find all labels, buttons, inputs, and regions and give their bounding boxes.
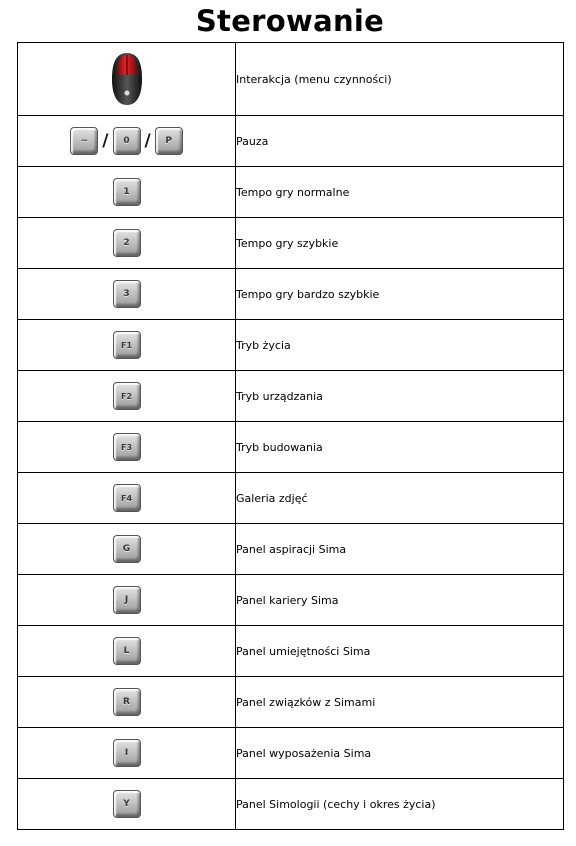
- key-cell: [18, 320, 236, 371]
- table-row: [18, 269, 564, 320]
- keycap-0: 0: [113, 127, 141, 155]
- keycap-j: J: [113, 586, 141, 614]
- table-row: [18, 116, 564, 167]
- table-row: [18, 167, 564, 218]
- keycap-i: I: [113, 739, 141, 767]
- keycap-2: 2: [113, 229, 141, 257]
- key-cell: [18, 43, 236, 116]
- table-row: [18, 218, 564, 269]
- keycap-l: L: [113, 637, 141, 665]
- key-cell: [18, 626, 236, 677]
- action-label: Pauza: [236, 116, 564, 167]
- table-row: [18, 371, 564, 422]
- table-row: [18, 779, 564, 830]
- keycap-f3: F3: [113, 433, 141, 461]
- key-cell: [18, 473, 236, 524]
- table-row: [18, 473, 564, 524]
- table-row: [18, 626, 564, 677]
- action-label: Panel związków z Simami: [236, 677, 564, 728]
- key-cell: [18, 116, 236, 167]
- action-label: Panel aspiracji Sima: [236, 524, 564, 575]
- key-cell: [18, 677, 236, 728]
- table-row: [18, 677, 564, 728]
- key-separator: /: [144, 131, 151, 151]
- keycap-f1: F1: [113, 331, 141, 359]
- action-label: Tryb życia: [236, 320, 564, 371]
- controls-table: [17, 42, 564, 830]
- key-cell: [18, 269, 236, 320]
- key-cell: [18, 167, 236, 218]
- keycap-f2: F2: [113, 382, 141, 410]
- key-separator: /: [102, 131, 109, 151]
- key-cell: [18, 422, 236, 473]
- table-row: [18, 422, 564, 473]
- keycap-g: G: [113, 535, 141, 563]
- action-label: Tryb budowania: [236, 422, 564, 473]
- action-label: Galeria zdjęć: [236, 473, 564, 524]
- table-row: [18, 43, 564, 116]
- key-cell: [18, 371, 236, 422]
- key-cell: [18, 218, 236, 269]
- action-label: Tempo gry szybkie: [236, 218, 564, 269]
- keycap-r: R: [113, 688, 141, 716]
- keycap-y: Y: [113, 790, 141, 818]
- keycap-tilde: ~: [70, 127, 98, 155]
- table-row: [18, 320, 564, 371]
- action-label: Interakcja (menu czynności): [236, 43, 564, 116]
- key-cell: [18, 779, 236, 830]
- action-label: Tryb urządzania: [236, 371, 564, 422]
- keycap-3: 3: [113, 280, 141, 308]
- action-label: Tempo gry normalne: [236, 167, 564, 218]
- key-cell: [18, 524, 236, 575]
- action-label: Panel Simologii (cechy i okres życia): [236, 779, 564, 830]
- key-cell: [18, 728, 236, 779]
- table-row: [18, 728, 564, 779]
- table-row: [18, 524, 564, 575]
- action-label: Panel wyposażenia Sima: [236, 728, 564, 779]
- page-title: Sterowanie: [195, 4, 385, 38]
- action-label: Panel umiejętności Sima: [236, 626, 564, 677]
- action-label: Tempo gry bardzo szybkie: [236, 269, 564, 320]
- mouse-icon: [109, 51, 145, 107]
- keycap-p: P: [155, 127, 183, 155]
- keycap-1: 1: [113, 178, 141, 206]
- keycap-f4: F4: [113, 484, 141, 512]
- key-cell: [18, 575, 236, 626]
- table-row: [18, 575, 564, 626]
- action-label: Panel kariery Sima: [236, 575, 564, 626]
